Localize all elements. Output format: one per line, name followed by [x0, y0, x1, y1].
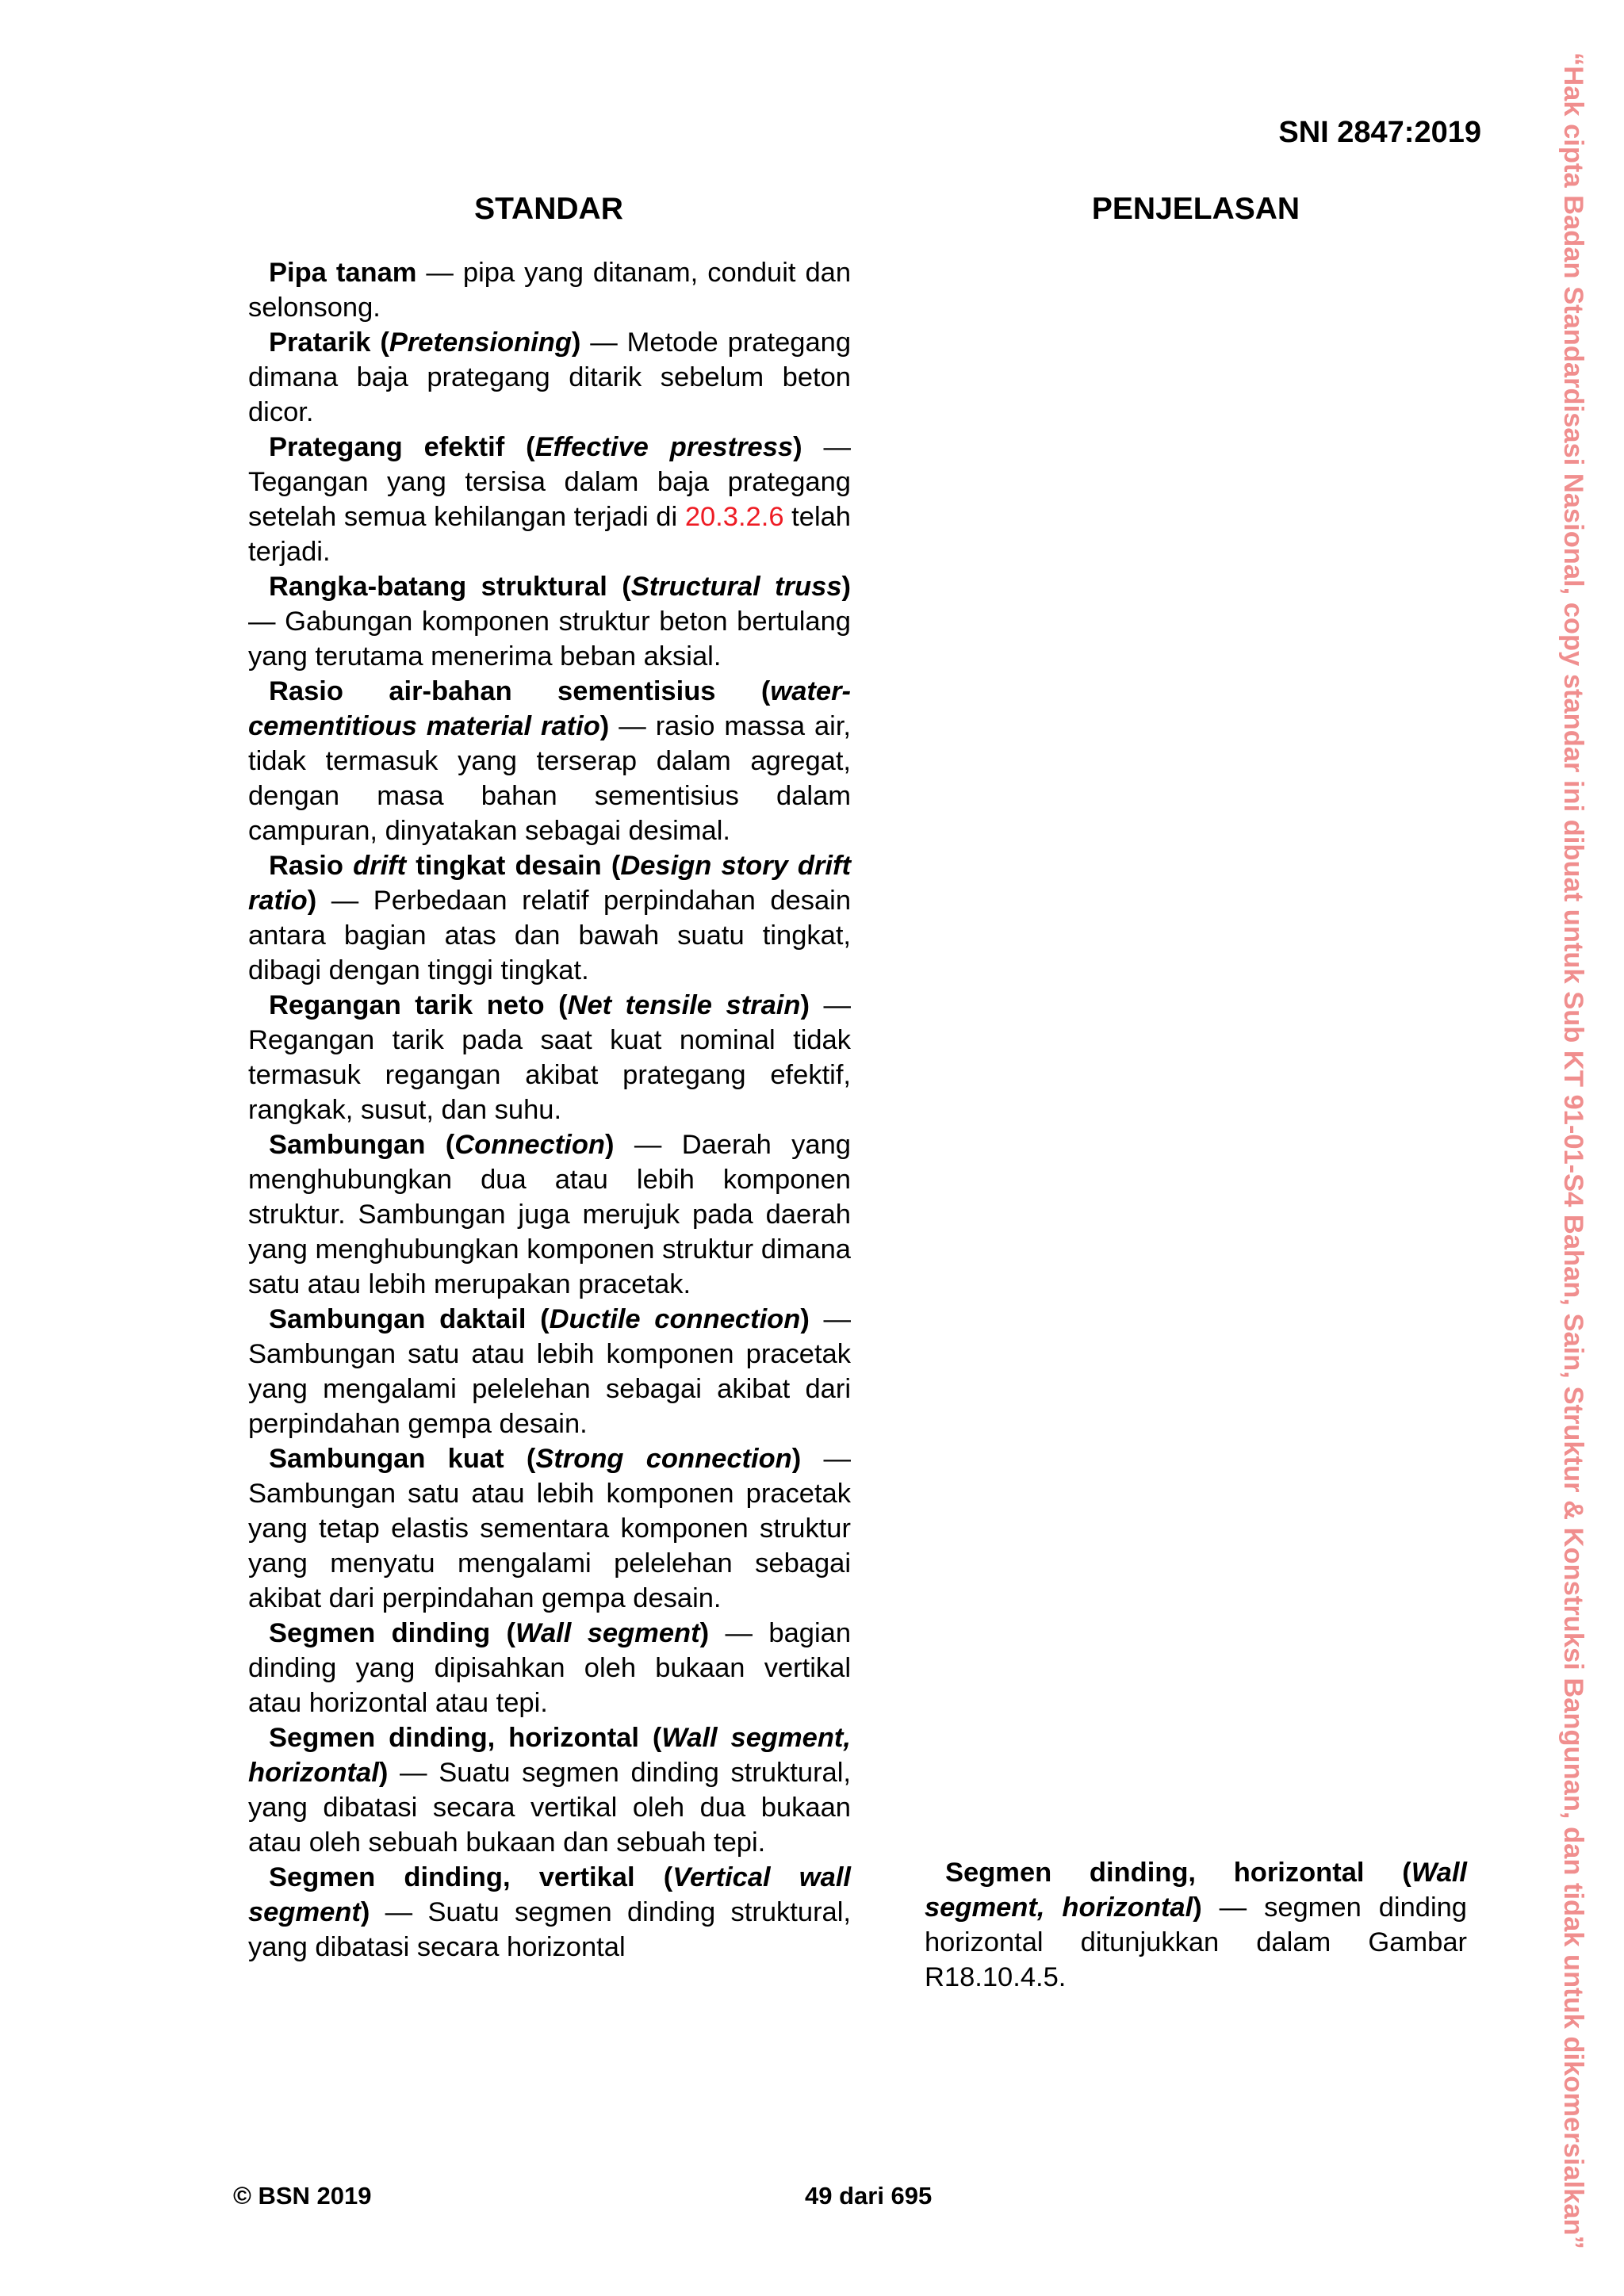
definition-body: Perbedaan relatif perpindahan desain antara bagian atas dan bawah suatu tingkat, dibagi dengan tinggi tingkat. — [248, 886, 852, 985]
definition-term-english: Design story drift ratio — [248, 851, 851, 916]
document-code: SNI 2847:2019 — [1278, 116, 1481, 149]
definition-body: Suatu segmen dinding struktural, yang dibatasi secara horizontal — [248, 1897, 851, 1962]
definition-term: Rangka-batang struktural ( — [269, 572, 631, 602]
definition-term-english: Wall segment — [515, 1618, 700, 1648]
definition-body: Sambungan satu atau lebih komponen pracetak yang tetap elastis sementara komponen struktur yang menyatu mengalami pelelehan sebagai akibat dari perpindahan gempa desain. — [248, 1479, 851, 1613]
definition-body: pipa yang ditanam, conduit dan selonsong. — [248, 258, 852, 323]
definition-body: Gabungan komponen struktur beton bertulang yang terutama menerima beban aksial. — [248, 607, 851, 672]
commentary-column — [925, 1855, 1467, 1995]
definition-term: Sambungan daktail ( — [269, 1304, 550, 1334]
definition-term-english: Wall segment, horizontal — [248, 1723, 851, 1788]
definition-term: Regangan tarik neto ( — [269, 990, 568, 1020]
definition-entry: Pipa tanam — pipa yang ditanam, conduit dan selonsong. — [248, 258, 852, 323]
definition-term: Pratarik ( — [269, 327, 389, 358]
watermark-text: “Hak cipta Badan Standardisasi Nasional, copy standar ini dibuat untuk Sub KT 91-01-S4 Bahan, Sain, Struktur & Konstruksi Bangunan, dan tidak untuk dikomersialkan” — [1558, 52, 1588, 2249]
section-reference-link[interactable]: 20.3.2.6 — [684, 502, 784, 532]
definition-body: rasio massa air, tidak termasuk yang terserap dalam agregat, dengan masa bahan sementisius dalam campuran, dinyatakan sebagai desimal. — [248, 711, 851, 846]
definition-term-english: Ductile connection — [549, 1304, 801, 1334]
definition-term: Rasio — [269, 851, 354, 881]
definition-entry: Sambungan (Connection) — Daerah yang menghubungkan dua atau lebih komponen struktur. Sambungan juga merujuk pada daerah yang menghubungkan komponen struktur dimana satu atau lebih merupakan pracetak. — [248, 1130, 851, 1299]
definition-entry: Segmen dinding, horizontal (Wall segment, horizontal) — Suatu segmen dinding struktural, yang dibatasi secara vertikal oleh dua bukaan atau oleh sebuah bukaan dan sebuah tepi. — [248, 1723, 851, 1858]
definition-body: Tegangan yang tersisa dalam baja prategang setelah semua kehilangan terjadi di — [248, 467, 851, 532]
footer-copyright: © BSN 2019 — [233, 2182, 372, 2210]
definition-body: bagian dinding yang dipisahkan oleh bukaan vertikal atau horizontal atau tepi. — [248, 1618, 852, 1718]
standard-column — [248, 255, 851, 1965]
definition-body: Suatu segmen dinding struktural, yang dibatasi secara vertikal oleh dua bukaan atau oleh sebuah bukaan dan sebuah tepi. — [248, 1758, 851, 1858]
definition-entry: Regangan tarik neto (Net tensile strain) — Regangan tarik pada saat kuat nominal tidak termasuk regangan akibat prategang efektif, rangkak, susut, dan suhu. — [248, 990, 851, 1125]
definition-entry: Sambungan kuat (Strong connection) — Sambungan satu atau lebih komponen pracetak yang tetap elastis sementara komponen struktur yang menyatu mengalami pelelehan sebagai akibat dari perpindahan gempa desain. — [248, 1444, 851, 1613]
definition-term: Rasio air-bahan sementisius ( — [269, 676, 771, 706]
definition-entry: Rangka-batang struktural (Structural truss) — Gabungan komponen struktur beton bertulang yang terutama menerima beban aksial. — [248, 572, 852, 672]
footer-page-number: 49 dari 695 — [805, 2182, 933, 2210]
definition-entry: Segmen dinding (Wall segment) — bagian dinding yang dipisahkan oleh bukaan vertikal atau horizontal atau tepi. — [248, 1618, 852, 1718]
definition-term: Prategang efektif ( — [269, 432, 535, 462]
definition-body: Daerah yang menghubungkan dua atau lebih komponen struktur. Sambungan juga merujuk pada daerah yang menghubungkan komponen struktur dimana satu atau lebih merupakan pracetak. — [248, 1130, 851, 1299]
column-title-penjelasan: PENJELASAN — [1091, 192, 1300, 226]
definition-body: Sambungan satu atau lebih komponen pracetak yang mengalami pelelehan sebagai akibat dari perpindahan gempa desain. — [248, 1339, 851, 1439]
definition-entry: Sambungan daktail (Ductile connection) — Sambungan satu atau lebih komponen pracetak yang mengalami pelelehan sebagai akibat dari perpindahan gempa desain. — [248, 1304, 851, 1439]
definition-term-english: Structural truss — [630, 572, 842, 602]
definition-term-english: water-cementitious material ratio — [248, 676, 851, 741]
definition-term-english: Strong connection — [535, 1444, 792, 1474]
definition-body: Regangan tarik pada saat kuat nominal tidak termasuk regangan akibat prategang efektif, rangkak, susut, dan suhu. — [248, 1025, 851, 1125]
definition-term-english: Net tensile strain — [567, 990, 801, 1020]
commentary-term: Segmen dinding, horizontal ( — [945, 1858, 1411, 1888]
definition-body: Metode prategang dimana baja prategang ditarik sebelum beton dicor. — [248, 327, 852, 427]
definition-term-english: Pretensioning — [389, 327, 572, 358]
definition-term: Sambungan ( — [269, 1130, 455, 1160]
commentary-body: segmen dinding horizontal ditunjukkan dalam Gambar R18.10.4.5. — [925, 1892, 1467, 1992]
definition-term: Segmen dinding, vertikal ( — [269, 1862, 673, 1892]
definition-term: Segmen dinding, horizontal ( — [269, 1723, 662, 1753]
definition-term: Segmen dinding ( — [269, 1618, 516, 1648]
definition-term: Sambungan kuat ( — [269, 1444, 536, 1474]
definition-term: Pipa tanam — [269, 258, 417, 288]
definition-entry: Rasio air-bahan sementisius (water-cementitious material ratio) — rasio massa air, tidak termasuk yang terserap dalam agregat, dengan masa bahan sementisius dalam campuran, dinyatakan sebagai desimal. — [248, 676, 851, 846]
definition-term-english: Effective prestress — [534, 432, 794, 462]
column-title-standar: STANDAR — [474, 192, 623, 226]
commentary-entry: Segmen dinding, horizontal (Wall segment, horizontal) — segmen dinding horizontal ditunjukkan dalam Gambar R18.10.4.5. — [925, 1858, 1467, 1992]
definition-entry: Pratarik (Pretensioning) — Metode prategang dimana baja prategang ditarik sebelum beton dicor. — [248, 327, 852, 427]
definition-term-english: Vertical wall segment — [248, 1862, 851, 1927]
definition-entry: Prategang efektif (Effective prestress) — Tegangan yang tersisa dalam baja prategang setelah semua kehilangan terjadi di 20.3.2.6 telah terjadi. — [248, 432, 852, 567]
definition-entry: Segmen dinding, vertikal (Vertical wall segment) — Suatu segmen dinding struktural, yang dibatasi secara horizontal — [248, 1862, 851, 1962]
definition-term-english: Connection — [454, 1130, 605, 1160]
copyright-watermark — [1558, 52, 1624, 2249]
definition-entry: Rasio drift tingkat desain (Design story drift ratio) — Perbedaan relatif perpindahan desain antara bagian atas dan bawah suatu tingkat, dibagi dengan tinggi tingkat. — [248, 851, 852, 985]
commentary-term-english: Wall segment, horizontal — [925, 1858, 1467, 1923]
